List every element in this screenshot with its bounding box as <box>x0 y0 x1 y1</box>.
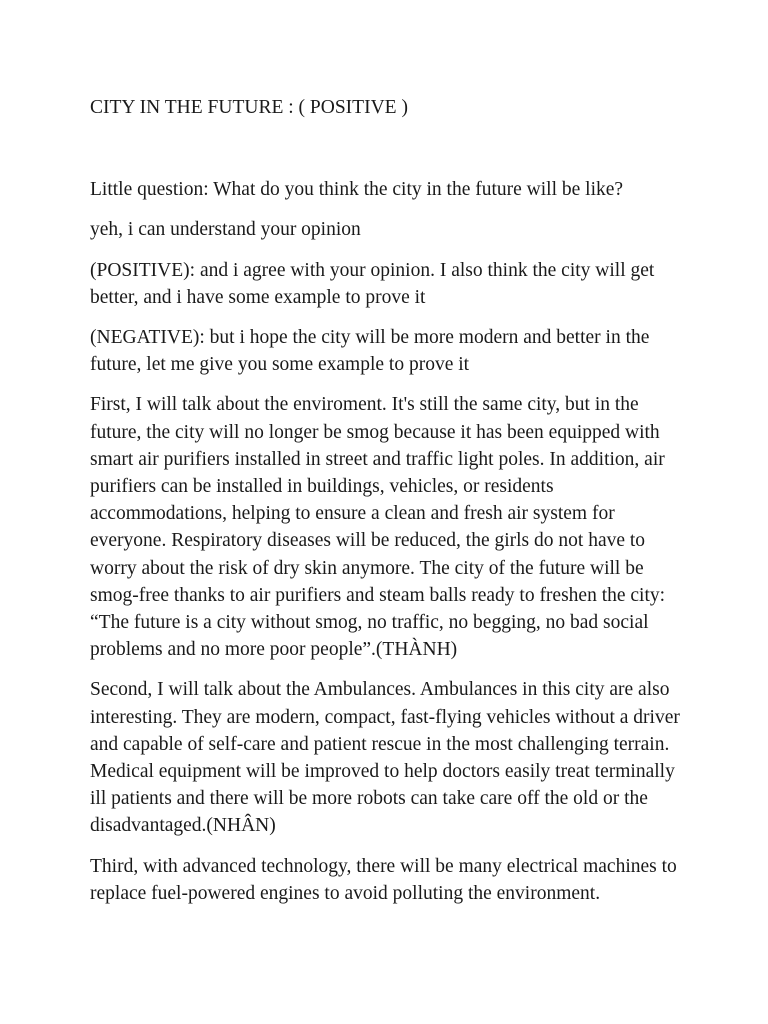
document-body <box>90 94 690 920</box>
paragraph-understand: yeh, i can understand your opinion <box>90 219 361 241</box>
paragraph-positive: (POSITIVE): and i agree with your opinion. I also think the city will get better, and i have some example to prove it <box>90 259 655 308</box>
paragraph-negative: (NEGATIVE): but i hope the city will be more modern and better in the future, let me give you some example to prove it <box>90 327 650 376</box>
paragraph-environment: First, I will talk about the enviroment. It's still the same city, but in the future, the city will no longer be smog because it has been equipped with smart air purifiers installed in street and traffic light poles. In addition, air purifiers can be installed in buildings, vehicles, or residents accommodations, helping to ensure a clean and fresh air system for everyone. Respiratory diseases will be reduced, the girls do not have to worry about the risk of dry skin anymore. The city of the future will be smog-free thanks to air purifiers and steam balls ready to freshen the city: “The future is a city without smog, no traffic, no begging, no bad social problems and no more poor people”.(THÀNH) <box>90 394 666 661</box>
paragraph-question: Little question: What do you think the city in the future will be like? <box>90 179 624 201</box>
paragraph-ambulances: Second, I will talk about the Ambulances. Ambulances in this city are also interesting. They are modern, compact, fast-flying vehicles without a driver and capable of self-care and patient rescue in the most challenging terrain. Medical equipment will be improved to help doctors easily treat terminally ill patients and there will be more robots can take care off the old or the disadvantaged.(NHÂN) <box>90 679 680 837</box>
document-title: CITY IN THE FUTURE : ( POSITIVE ) <box>90 97 408 118</box>
paragraph-technology: Third, with advanced technology, there will be many electrical machines to replace fuel-powered engines to avoid polluting the environment. <box>90 855 677 904</box>
